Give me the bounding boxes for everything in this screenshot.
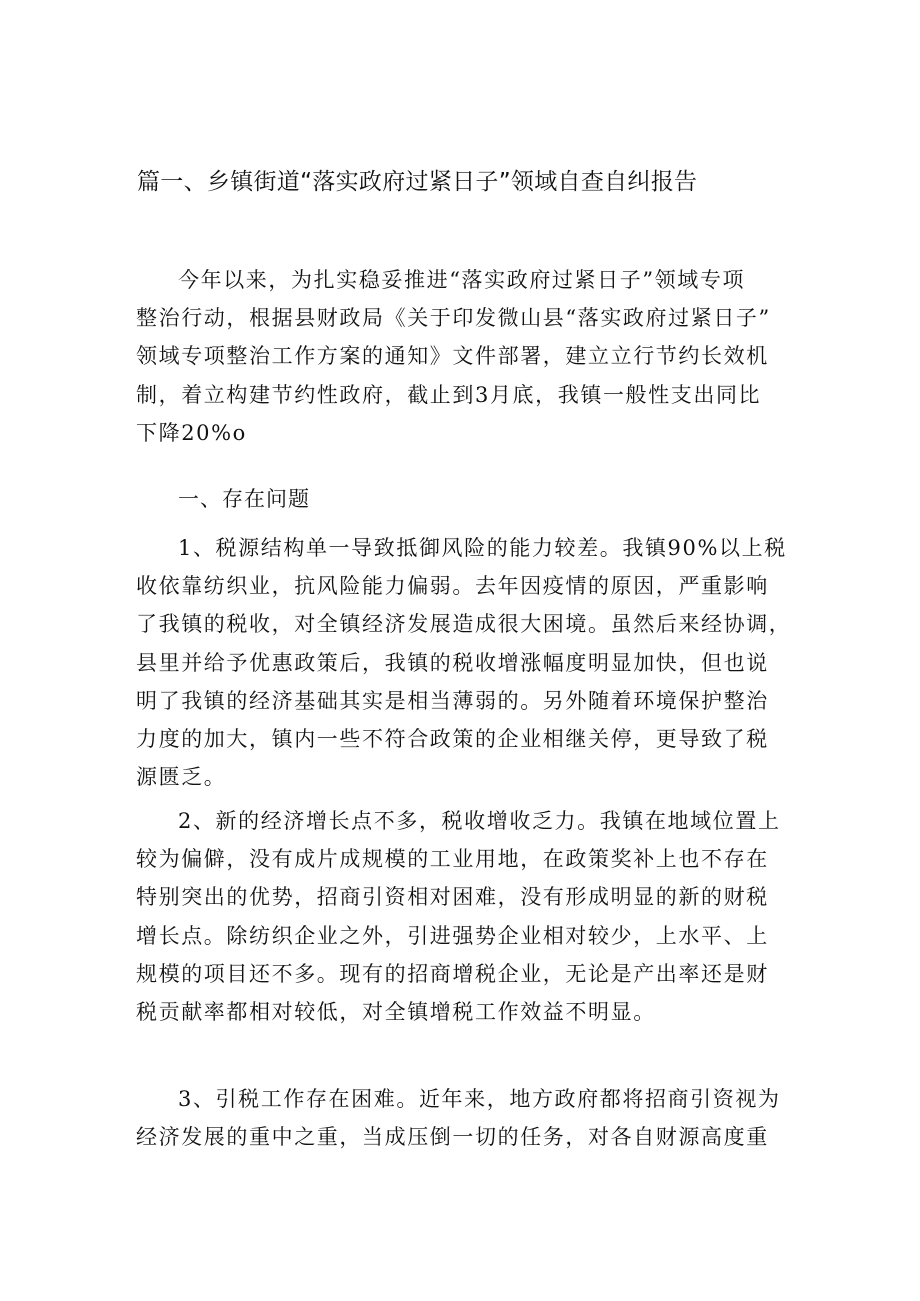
paragraph-line: 县里并给予优惠政策后，我镇的税收增涨幅度明显加快，但也说 [136, 650, 769, 675]
paragraph-line: 增长点。除纺织企业之外，引进强势企业相对较少，上水平、上 [136, 923, 769, 948]
paragraph-line: 收依靠纺织业，抗风险能力偏弱。去年因疫情的原因，严重影响 [136, 574, 769, 599]
intro-line: 整治行动，根据县财政局《关于印发微山县“落实政府过紧日子” [136, 306, 771, 331]
paragraph-line: 较为偏僻，没有成片成规模的工业用地，在政策奖补上也不存在 [136, 847, 769, 872]
paragraph-line: 1、税源结构单一导致抵御风险的能力较差。我镇90%以上税 [178, 536, 787, 560]
paragraph-line: 明了我镇的经济基础其实是相当薄弱的。另外随着环境保护整治 [136, 688, 769, 713]
section-heading: 一、存在问题 [178, 487, 310, 511]
intro-line: 制，着立构建节约性政府，截止到3月底，我镇一般性支出同比 [136, 382, 762, 407]
paragraph-1 [136, 529, 796, 796]
paragraph-line: 源匮乏。 [136, 765, 227, 790]
paragraph-line: 3、引税工作存在困难。近年来，地方政府都将招商引资视为 [178, 1087, 781, 1111]
paragraph-line: 特别突出的优势，招商引资相对困难，没有形成明显的新的财税 [136, 885, 769, 910]
paragraph-line: 规模的项目还不多。现有的招商增税企业，无论是产出率还是财 [136, 961, 769, 986]
intro-line: 领域专项整治工作方案的通知》文件部署，建立立行节约长效机 [136, 344, 769, 369]
document-title: 篇一、乡镇街道“落实政府过紧日子”领域自查自纠报告 [137, 169, 698, 195]
paragraph-2 [136, 802, 796, 1031]
intro-line: 今年以来，为扎实稳妥推进“落实政府过紧日子”领域专项 [178, 268, 746, 292]
paragraph-line: 了我镇的税收，对全镇经济发展造成很大困境。虽然后来经协调， [136, 612, 792, 637]
paragraph-3 [136, 1080, 796, 1156]
paragraph-line: 2、新的经济增长点不多，税收增收乏力。我镇在地域位置上 [178, 809, 781, 833]
paragraph-line: 税贡献率都相对较低，对全镇增税工作效益不明显。 [136, 1000, 656, 1025]
paragraph-line: 经济发展的重中之重，当成压倒一切的任务，对各自财源高度重 [136, 1125, 769, 1150]
intro-line: 下降20%o [136, 420, 247, 445]
intro-paragraph [136, 261, 796, 452]
paragraph-line: 力度的加大，镇内一些不符合政策的企业相继关停，更导致了税 [136, 727, 769, 752]
